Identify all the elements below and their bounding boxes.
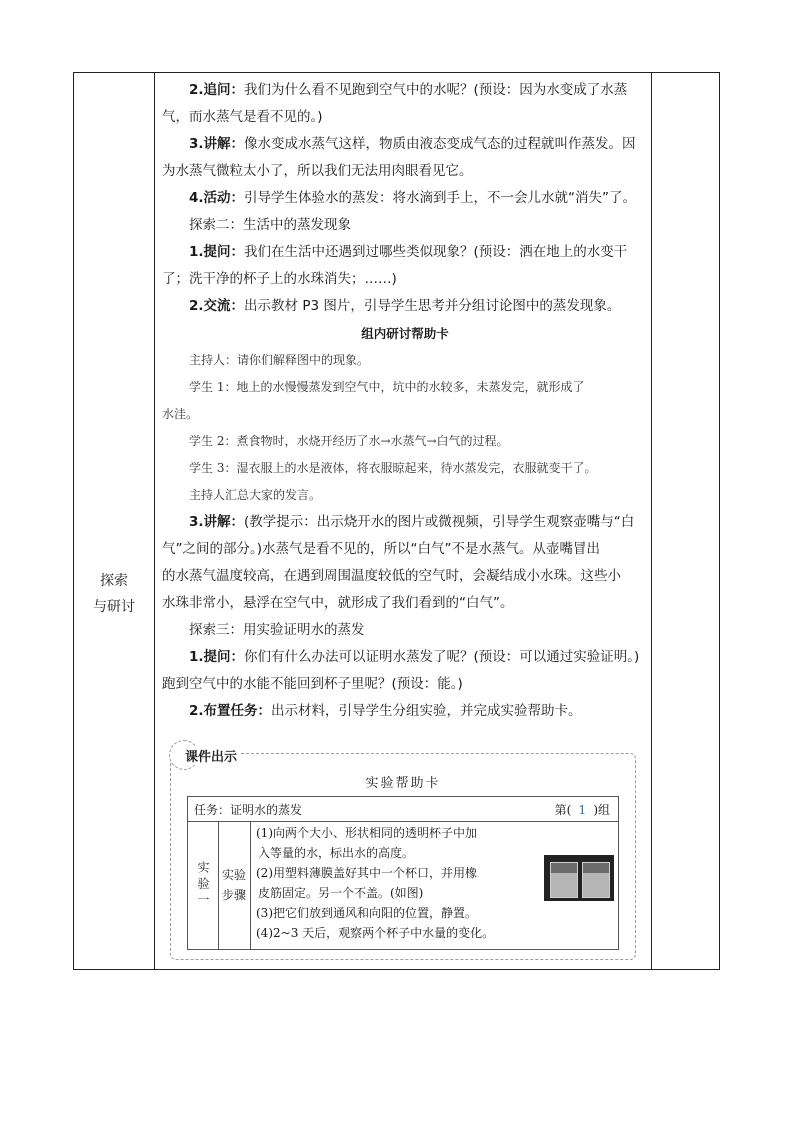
column-divider-right [651, 73, 652, 969]
section-heading: 探索二：生活中的蒸发现象 [189, 217, 351, 233]
step-text: 出示材料，引导学生分组实验，并完成实验帮助卡。 [271, 703, 582, 719]
step-text: 我们在生活中还遇到过哪些类似现象？(预设：洒在地上的水变干 [244, 244, 628, 260]
content-line [162, 644, 648, 671]
lesson-content [162, 77, 648, 725]
steps-label [218, 821, 251, 949]
content-line [162, 185, 648, 212]
section-label [74, 568, 154, 620]
content-line: 为水蒸气微粒太小了，所以我们无法用肉眼看见它。 [162, 163, 473, 179]
group-number: 1 [578, 803, 587, 817]
glass-uncovered [582, 862, 610, 898]
help-table [187, 796, 619, 950]
group-label [555, 801, 610, 818]
step-line: (3)把它们放到通风和向阳的位置，静置。 [256, 906, 477, 920]
content-line [162, 131, 648, 158]
two-glasses-photo [544, 855, 614, 901]
help-card-title: 组内研讨帮助卡 [361, 326, 449, 341]
content-line [162, 509, 648, 536]
glass-covered [550, 862, 578, 898]
content-line: 了；洗干净的杯子上的水珠消失；……) [162, 271, 397, 287]
step-line: 入等量的水，标出水的高度。 [258, 846, 415, 860]
content-line: 学生 1：地上的水慢慢蒸发到空气中，坑中的水较多，未蒸发完，就形成了 [189, 380, 585, 394]
step-prefix: 3.讲解： [189, 514, 245, 530]
step-prefix: 2.交流： [189, 298, 245, 314]
step-prefix: 3.讲解： [189, 136, 245, 152]
card-title: 实验帮助卡 [365, 776, 441, 791]
step-text: 像水变成水蒸气这样，物质由液态变成气态的过程就叫作蒸发。因 [244, 136, 636, 152]
content-line: 主持人汇总大家的发言。 [189, 488, 322, 502]
step-prefix: 2.追问： [189, 82, 245, 98]
content-line: 气，而水蒸气是看不见的。) [162, 109, 323, 125]
experiment-label: 实验一 [188, 821, 219, 949]
steps-label-1: 实验 [221, 868, 246, 882]
column-divider-left [154, 73, 155, 969]
content-line: 的水蒸气温度较高，在遇到周围温度较低的空气时，会凝结成小水珠。这些小 [162, 568, 621, 584]
content-line: 主持人：请你们解释图中的现象。 [189, 353, 370, 367]
section-heading: 探索三：用实验证明水的蒸发 [189, 622, 365, 638]
step-prefix: 4.活动： [189, 190, 245, 206]
content-line: 气”之间的部分。)水蒸气是看不见的，所以“白气”不是水蒸气。从壶嘴冒出 [162, 541, 600, 557]
content-line [162, 239, 648, 266]
step-prefix: 1.提问： [189, 649, 245, 665]
section-label-line1: 探索 [100, 573, 128, 589]
content-line: 跑到空气中的水能不能回到杯子里呢？(预设：能。) [162, 676, 463, 692]
step-line: (1)向两个大小、形状相同的透明杯子中加 [256, 826, 477, 840]
step-prefix: 2.布置任务： [189, 703, 272, 719]
task-label: 任务：证明水的蒸发 [194, 803, 303, 817]
card-tag: 课件出示 [181, 746, 241, 765]
step-line: 皮筋固定。另一个不盖。(如图) [258, 886, 424, 900]
step-text: 出示教材 P3 图片，引导学生思考并分组讨论图中的蒸发现象。 [244, 298, 621, 314]
content-line: 学生 3：湿衣服上的水是液体，将衣服晾起来，待水蒸发完，衣服就变干了。 [189, 461, 597, 475]
step-text: (教学提示：出示烧开水的图片或微视频，引导学生观察壶嘴与“白 [244, 514, 635, 530]
steps-list [256, 823, 536, 943]
group-suffix: )组 [593, 803, 610, 817]
step-text: 你们有什么办法可以证明水蒸发了呢？(预设：可以通过实验证明。) [244, 649, 640, 665]
content-line: 水珠非常小，悬浮在空气中，就形成了我们看到的“白气”。 [162, 595, 514, 611]
step-line: (2)用塑料薄膜盖好其中一个杯口，并用橡 [256, 866, 477, 880]
content-line [162, 77, 648, 104]
section-label-line2: 与研讨 [93, 599, 135, 615]
content-line [162, 293, 648, 320]
step-text: 引导学生体验水的蒸发：将水滴到手上，不一会儿水就“消失”了。 [244, 190, 637, 206]
content-line [162, 698, 648, 725]
experiment-help-card [170, 750, 636, 960]
group-prefix: 第( [554, 803, 572, 817]
step-text: 我们为什么看不见跑到空气中的水呢？(预设：因为水变成了水蒸 [244, 82, 628, 98]
steps-label-2: 步骤 [221, 888, 246, 902]
step-prefix: 1.提问： [189, 244, 245, 260]
content-line: 水洼。 [162, 407, 199, 421]
content-line: 学生 2：煮食物时，水烧开经历了水→水蒸气→白气的过程。 [189, 434, 509, 448]
step-line: (4)2~3 天后，观察两个杯子中水量的变化。 [256, 926, 495, 940]
help-table-header [188, 797, 618, 822]
lesson-table [73, 72, 720, 970]
